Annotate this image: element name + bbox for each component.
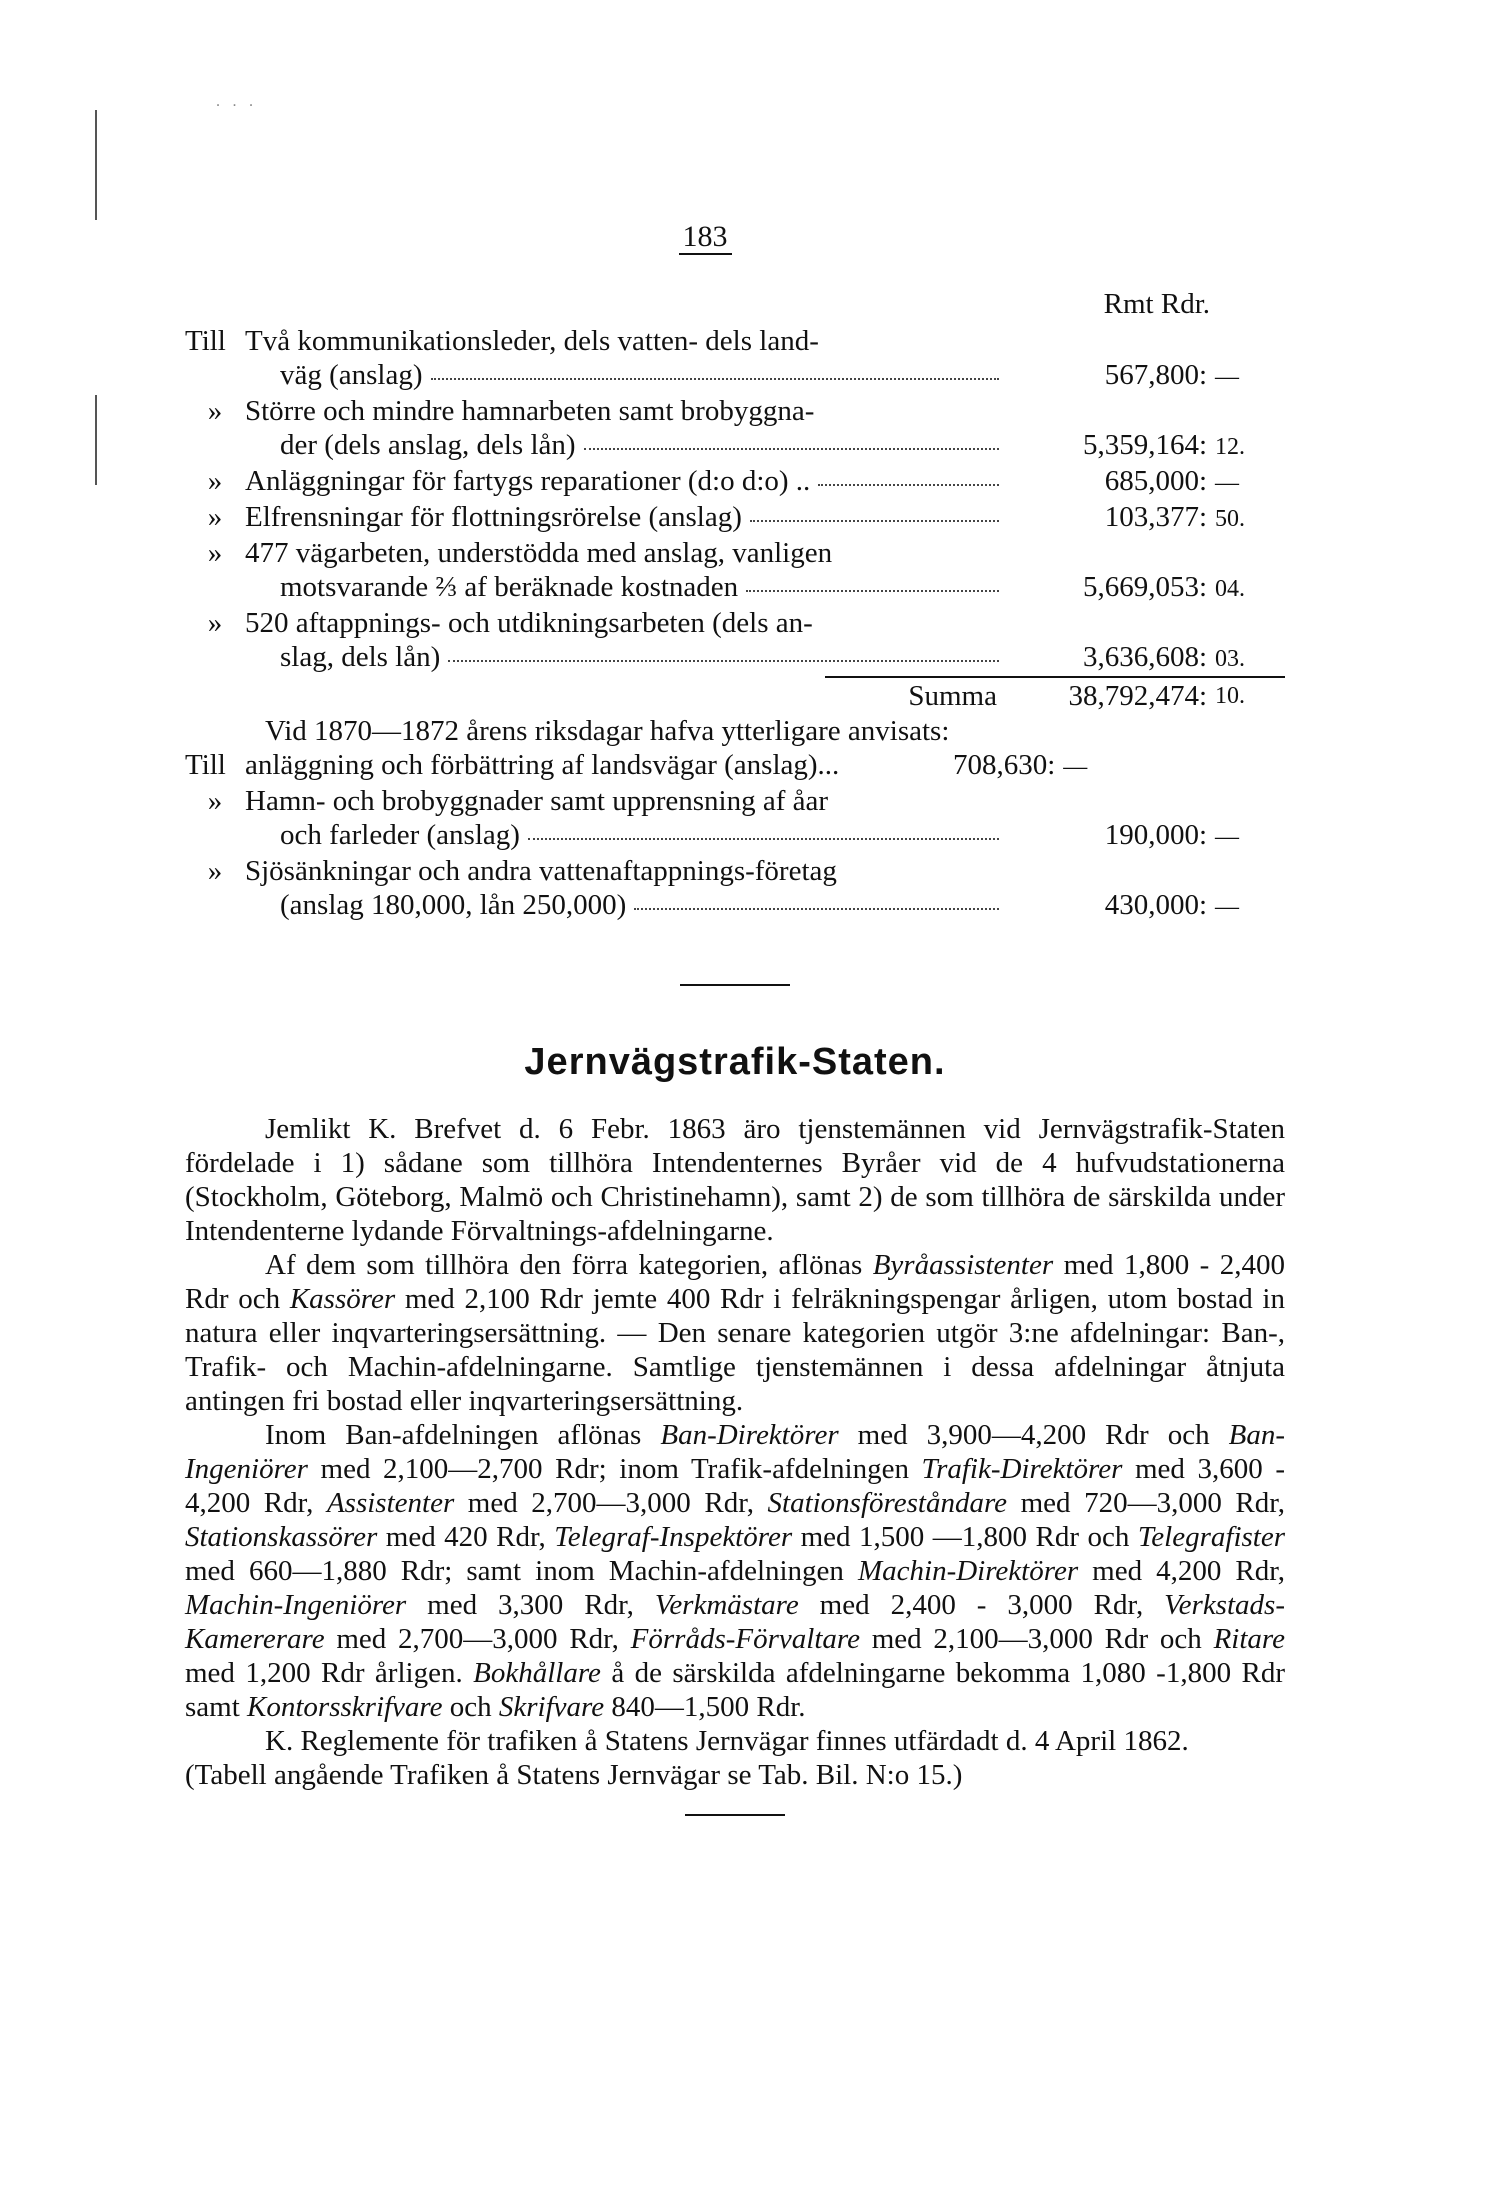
list-item — [185, 784, 1285, 854]
item-text: väg (anslag) — [280, 359, 423, 391]
item-fraction: — — [1063, 754, 1088, 780]
end-divider — [685, 1814, 785, 1816]
item-prefix: » — [207, 607, 223, 639]
item-amount: 430,000: — [1104, 889, 1207, 921]
item-prefix: » — [207, 537, 223, 569]
item-prefix: Till — [185, 325, 226, 357]
appropriations-list — [185, 324, 1285, 676]
item-fraction: 50. — [1215, 506, 1245, 532]
page-number: 183 — [125, 220, 1285, 254]
list-item — [185, 324, 1285, 394]
list-item — [185, 536, 1285, 606]
item-text: Större och mindre hamnarbeten samt brobyggna- — [245, 395, 815, 427]
item-fraction: — — [1215, 470, 1239, 496]
list-item — [185, 464, 1285, 500]
item-text: och farleder (anslag) — [280, 819, 520, 851]
item-text: anläggning och förbättring af landsvägar (anslag)... — [245, 749, 840, 781]
paragraph-2: Af dem som tillhöra den förra kategorien, aflönas Byråassistenter med 1,800 - 2,400 Rdr och Kassörer med 2,100 Rdr jemte 400 Rdr i felräkningspengar årligen, utom bostad in natura eller inqvarteringsersättning. — Den senare kategorien utgör 3:ne afdelningar: Ban-, Trafik- och Machin-afdelningarne. Samtlige tjenstemännen i dessa afdelningar åtnjuta antingen fri bostad eller inqvarteringsersättning. — [185, 1249, 1285, 1417]
item-text: Anläggningar för fartygs reparationer (d:o d:o) .. — [245, 465, 811, 497]
print-smudge: ˙ ˙ ˙ — [215, 100, 257, 120]
item-text: motsvarande ⅔ af beräknade kostnaden — [280, 571, 739, 603]
item-text: Två kommunikationsleder, dels vatten- dels land- — [245, 325, 819, 357]
item-fraction: — — [1215, 364, 1239, 390]
item-text: 520 aftappnings- och utdikningsarbeten (dels an- — [245, 607, 813, 639]
item-prefix: » — [207, 465, 223, 497]
item-prefix: » — [207, 785, 223, 817]
item-amount: 103,377: — [1104, 501, 1207, 533]
item-amount: 685,000: — [1104, 465, 1207, 497]
list-item — [185, 748, 1285, 784]
item-fraction: 04. — [1215, 576, 1245, 602]
sum-row — [825, 676, 1285, 714]
document-page — [185, 220, 1285, 1816]
item-text: Hamn- och brobyggnader samt upprensning af åar — [245, 785, 829, 817]
item-text: slag, dels lån) — [280, 641, 441, 673]
currency-header: Rmt Rdr. — [1103, 288, 1210, 320]
item-fraction: 12. — [1215, 434, 1245, 460]
item-amount: 190,000: — [1104, 819, 1207, 851]
sum-amount: 38,792,474: — [1068, 680, 1207, 712]
item-text: der (dels anslag, dels lån) — [280, 429, 576, 461]
paragraph-4: K. Reglemente för trafiken å Statens Jernvägar finnes utfärdadt d. 4 April 1862. — [265, 1725, 1189, 1757]
margin-line-top — [95, 110, 97, 220]
list-item — [185, 606, 1285, 676]
margin-line-middle — [95, 395, 97, 485]
item-amount: 5,669,053: — [1082, 571, 1207, 603]
intro-line: Vid 1870—1872 årens riksdagar hafva ytterligare anvisats: — [265, 715, 950, 747]
item-fraction: — — [1215, 824, 1239, 850]
item-prefix: » — [207, 501, 223, 533]
item-text: Sjösänkningar och andra vattenaftappnings-företag — [245, 855, 837, 887]
item-text: Elfrensningar för flottningsrörelse (anslag) — [245, 501, 742, 533]
list-item — [185, 500, 1285, 536]
item-prefix: » — [207, 855, 223, 887]
list-item — [185, 854, 1285, 924]
paragraph-1: Jemlikt K. Brefvet d. 6 Febr. 1863 äro tjenstemännen vid Jernvägstrafik-Staten fördelade i 1) sådane som tillhöra Intendenternes Byråer vid de 4 hufvudstationerna (Stockholm, Göteborg, Malmö och Christinehamn), samt 2) de som tillhöra de särskilda under Intendenterne lydande Förvaltnings-afdelningarne. — [185, 1113, 1285, 1247]
list-item — [185, 394, 1285, 464]
sum-label: Summa — [908, 680, 997, 712]
item-amount: 3,636,608: — [1082, 641, 1207, 673]
item-amount: 5,359,164: — [1082, 429, 1207, 461]
section-title: Jernvägstrafik-Staten. — [524, 1041, 946, 1083]
item-amount: 567,800: — [1104, 359, 1207, 391]
item-amount: 708,630: — [952, 749, 1056, 781]
paragraph-3: Inom Ban-afdelningen aflönas Ban-Direktörer med 3,900—4,200 Rdr och Ban-Ingeniörer med 2,100—2,700 Rdr; inom Trafik-afdelningen Trafik-Direktörer med 3,600 - 4,200 Rdr, Assistenter med 2,700—3,000 Rdr, Stationsföreståndare med 720—3,000 Rdr, Stationskassörer med 420 Rdr, Telegraf-Inspektörer med 1,500 —1,800 Rdr och Telegrafister med 660—1,880 Rdr; samt inom Machin-afdelningen Machin-Direktörer med 4,200 Rdr, Machin-Ingeniörer med 3,300 Rdr, Verkmästare med 2,400 - 3,000 Rdr, Verkstads-Kamererare med 2,700—3,000 Rdr, Förråds-Förvaltare med 2,100—3,000 Rdr och Ritare med 1,200 Rdr årligen. Bokhållare å de särskilda afdelningarne bekomma 1,080 -1,800 Rdr samt Kontorsskrifvare och Skrifvare 840—1,500 Rdr. — [185, 1419, 1285, 1723]
sum-fraction: 10. — [1215, 683, 1245, 709]
additional-appropriations-list — [185, 748, 1285, 924]
item-prefix: » — [207, 395, 223, 427]
item-text: 477 vägarbeten, understödda med anslag, vanligen — [245, 537, 833, 569]
section-divider — [680, 984, 790, 986]
item-prefix: Till — [185, 749, 226, 781]
item-fraction: — — [1215, 894, 1239, 920]
paragraph-5: (Tabell angående Trafiken å Statens Jernvägar se Tab. Bil. N:o 15.) — [185, 1759, 963, 1791]
item-text: (anslag 180,000, lån 250,000) — [280, 889, 627, 921]
item-fraction: 03. — [1215, 646, 1245, 672]
